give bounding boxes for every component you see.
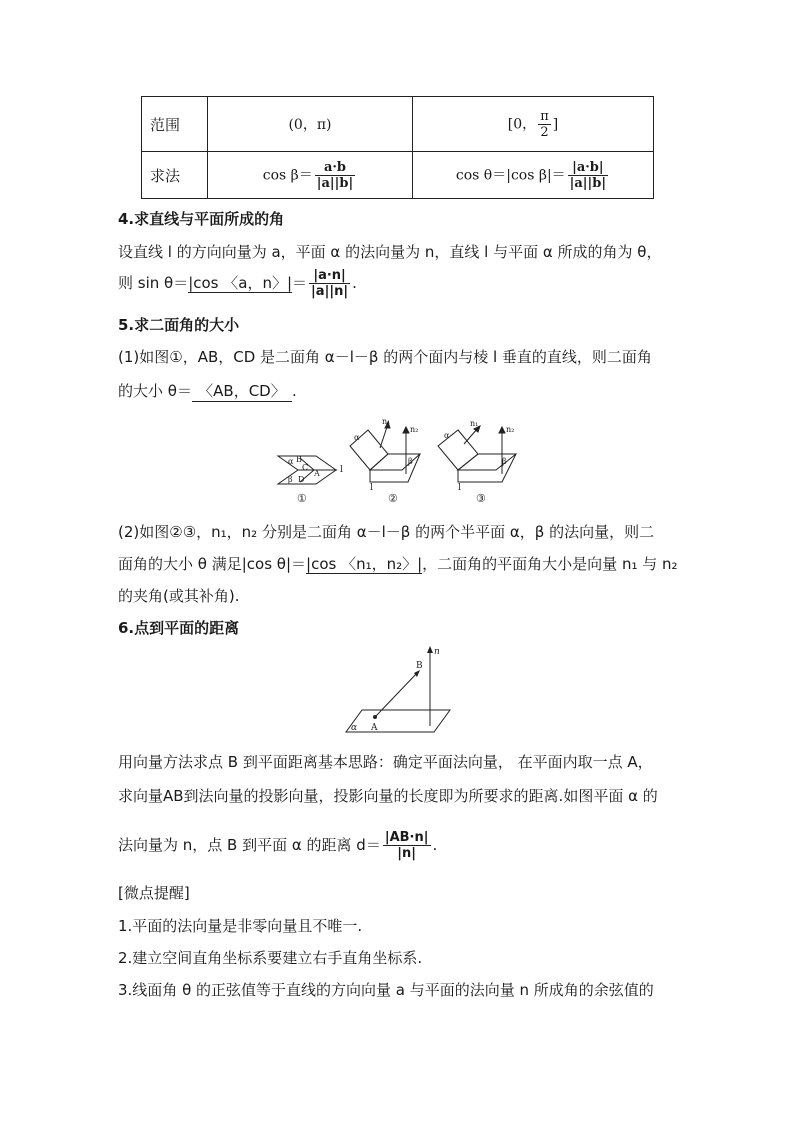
point-plane-distance-figure bbox=[340, 642, 460, 742]
range-value-2 bbox=[413, 97, 654, 152]
distance-num: |AB·n| bbox=[384, 830, 429, 845]
sin-theta-blank: |cos 〈a，n〉| bbox=[188, 274, 293, 292]
angle-comparison-table bbox=[141, 96, 654, 199]
svg-text:α: α bbox=[288, 457, 294, 466]
range-value-2-fraction bbox=[538, 109, 551, 140]
figure-label-b: B bbox=[416, 661, 423, 671]
tip-2: 2.建立空间直角坐标系要建立右手直角坐标系. bbox=[118, 949, 423, 967]
svg-text:n₁: n₁ bbox=[470, 419, 479, 428]
method-1-num: a·b bbox=[315, 160, 355, 176]
svg-text:D: D bbox=[298, 475, 305, 484]
distance-end: . bbox=[432, 836, 438, 854]
figure-1-dihedral bbox=[278, 455, 343, 484]
svg-text:l: l bbox=[340, 465, 343, 475]
figure-3-label: ③ bbox=[476, 492, 486, 505]
section-5-p2-line-2 bbox=[118, 553, 678, 574]
method-formula-1 bbox=[208, 152, 413, 199]
sin-theta-end: . bbox=[352, 274, 357, 292]
sin-theta-fraction bbox=[309, 268, 350, 299]
method-formula-2 bbox=[413, 152, 654, 199]
table-row bbox=[142, 97, 654, 152]
section-5-p2-line-3: 的夹角(或其补角). bbox=[118, 587, 240, 605]
cos-theta-prefix: 面角的大小 θ 满足|cos θ|＝ bbox=[118, 555, 307, 573]
sin-theta-num: |a·n| bbox=[309, 268, 350, 284]
svg-text:B: B bbox=[296, 455, 302, 464]
figure-1-label: ① bbox=[297, 492, 307, 505]
range-value-2-start: 0， bbox=[513, 116, 537, 132]
range-bracket-open: [ bbox=[507, 116, 514, 132]
method-2-prefix: cos θ＝|cos β|＝ bbox=[455, 167, 566, 183]
distance-fraction bbox=[383, 830, 431, 861]
section-6-heading: 6.点到平面的距离 bbox=[118, 619, 240, 637]
theta-prefix: 的大小 θ＝ bbox=[118, 382, 192, 400]
method-1-prefix: cos β＝ bbox=[262, 167, 313, 183]
distance-prefix: 法向量为 n，点 B 到平面 α 的距离 d＝ bbox=[118, 836, 381, 854]
tip-1: 1.平面的法向量是非零向量且不唯一. bbox=[118, 917, 363, 935]
section-5-p1-line-1: (1)如图①，AB，CD 是二面角 α－l－β 的两个面内与棱 l 垂直的直线，则二面角 bbox=[118, 348, 652, 366]
figure-label-a: A bbox=[371, 723, 378, 733]
tips-heading: [微点提醒] bbox=[118, 884, 190, 902]
section-5-heading: 5.求二面角的大小 bbox=[118, 316, 240, 334]
range-bracket-close: ] bbox=[552, 116, 559, 132]
cos-theta-suffix: ，二面角的平面角大小是向量 n₁ 与 n₂ bbox=[422, 555, 678, 573]
method-label: 求法 bbox=[142, 152, 208, 199]
range-value-1: (0，π) bbox=[208, 97, 413, 152]
range-value-2-num: π bbox=[540, 108, 549, 124]
method-2-fraction bbox=[568, 160, 608, 191]
svg-text:l: l bbox=[370, 483, 373, 493]
svg-text:β: β bbox=[408, 457, 413, 466]
figure-2-dihedral bbox=[350, 417, 420, 493]
figure-label-alpha: α bbox=[351, 723, 358, 733]
figure-label-n: n bbox=[434, 647, 440, 657]
table-row bbox=[142, 152, 654, 199]
figure-2-label: ② bbox=[388, 492, 398, 505]
theta-end: . bbox=[291, 382, 297, 400]
sin-theta-den: |a||n| bbox=[311, 284, 349, 299]
section-6-p3 bbox=[118, 830, 437, 861]
section-6-p1: 用向量方法求点 B 到平面距离基本思路：确定平面法向量， 在平面内取一点 A， bbox=[118, 753, 653, 771]
distance-den: |n| bbox=[397, 846, 417, 861]
section-4-line-1: 设直线 l 的方向向量为 a，平面 α 的法向量为 n，直线 l 与平面 α 所成的角为 θ， bbox=[118, 243, 662, 261]
method-1-fraction bbox=[315, 160, 355, 191]
method-2-num: |a·b| bbox=[568, 160, 608, 176]
svg-text:n₁: n₁ bbox=[382, 417, 391, 426]
sin-theta-prefix: 则 sin θ＝ bbox=[118, 274, 189, 292]
sin-theta-equals: ＝ bbox=[292, 274, 308, 292]
svg-text:β: β bbox=[288, 475, 293, 484]
dihedral-figures bbox=[270, 418, 530, 508]
section-6-p2: 求向量AB到法向量的投影向量，投影向量的长度即为所要求的距离.如图平面 α 的 bbox=[118, 787, 658, 805]
method-2-den: |a||b| bbox=[569, 175, 607, 191]
svg-text:l: l bbox=[458, 483, 461, 493]
figure-3-dihedral bbox=[438, 419, 516, 493]
range-label: 范围 bbox=[142, 97, 208, 152]
method-1-den: |a||b| bbox=[316, 175, 354, 191]
section-4-heading: 4.求直线与平面所成的角 bbox=[118, 210, 285, 228]
svg-text:α: α bbox=[444, 431, 450, 440]
theta-blank: 〈AB，CD〉 bbox=[192, 380, 292, 402]
cos-theta-blank: |cos 〈n₁，n₂〉| bbox=[306, 555, 423, 573]
svg-text:n₂: n₂ bbox=[410, 425, 419, 434]
svg-text:C: C bbox=[302, 463, 309, 472]
svg-text:α: α bbox=[354, 433, 360, 442]
svg-text:A: A bbox=[314, 469, 320, 478]
range-value-2-den: 2 bbox=[540, 124, 549, 140]
section-5-p2-line-1: (2)如图②③，n₁，n₂ 分别是二面角 α－l－β 的两个半平面 α，β 的法向量，则二 bbox=[118, 523, 655, 541]
svg-text:β: β bbox=[502, 457, 507, 466]
section-5-p1-line-2 bbox=[118, 380, 297, 402]
svg-text:n₂: n₂ bbox=[506, 425, 515, 434]
section-4-line-2 bbox=[118, 268, 357, 299]
tip-3: 3.线面角 θ 的正弦值等于直线的方向向量 a 与平面的法向量 n 所成角的余弦值的 bbox=[118, 981, 654, 999]
